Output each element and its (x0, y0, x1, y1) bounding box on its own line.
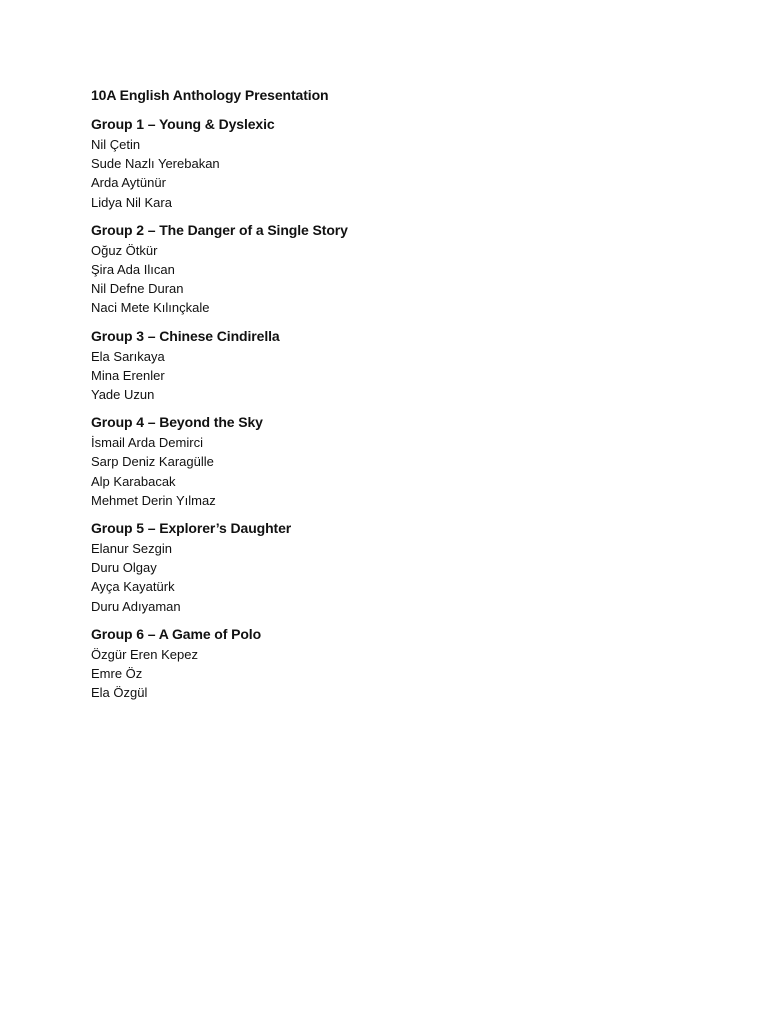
group-2 (91, 221, 711, 318)
member-name: Yade Uzun (91, 387, 155, 403)
member-name: Duru Adıyaman (91, 598, 181, 614)
member-name: Naci Mete Kılınçkale (91, 300, 210, 316)
member-name: Oğuz Ötkür (91, 242, 158, 258)
member-list (91, 539, 711, 616)
member-list (91, 347, 711, 405)
member-name: Arda Aytünür (91, 175, 166, 191)
group-heading: Group 3 – Chinese Cindirella (91, 327, 280, 344)
group-heading: Group 1 – Young & Dyslexic (91, 116, 275, 132)
member-name: Ela Özgül (91, 685, 148, 701)
group-3 (91, 327, 711, 405)
member-name: Sarp Deniz Karagülle (91, 454, 214, 470)
group-4 (91, 413, 711, 510)
group-1 (91, 115, 711, 212)
member-name: Mina Erenler (91, 367, 165, 383)
member-name: Ela Sarıkaya (91, 348, 165, 364)
member-name: Alp Karabacak (91, 473, 176, 489)
member-list (91, 241, 711, 318)
member-name: Ayça Kayatürk (91, 579, 175, 595)
group-5 (91, 519, 711, 616)
member-name: Lidya Nil Kara (91, 194, 172, 210)
member-name: Şira Ada Ilıcan (91, 262, 175, 278)
member-name: Mehmet Derin Yılmaz (91, 492, 216, 508)
member-name: Nil Defne Duran (91, 281, 184, 297)
document-page (91, 86, 711, 711)
member-list (91, 433, 711, 510)
member-name: Elanur Sezgin (91, 541, 172, 557)
group-6 (91, 625, 711, 703)
member-name: Emre Öz (91, 666, 143, 682)
member-name: Nil Çetin (91, 137, 141, 152)
member-name: Özgür Eren Kepez (91, 646, 198, 662)
group-heading: Group 2 – The Danger of a Single Story (91, 221, 348, 238)
document-title: 10A English Anthology Presentation (91, 87, 329, 103)
member-name: İsmail Arda Demirci (91, 435, 203, 451)
member-name: Duru Olgay (91, 560, 157, 576)
group-heading: Group 4 – Beyond the Sky (91, 414, 263, 431)
member-list (91, 645, 711, 703)
member-list (91, 135, 711, 212)
member-name: Sude Nazlı Yerebakan (91, 156, 220, 172)
group-heading: Group 5 – Explorer’s Daughter (91, 520, 292, 537)
group-heading: Group 6 – A Game of Polo (91, 625, 262, 642)
